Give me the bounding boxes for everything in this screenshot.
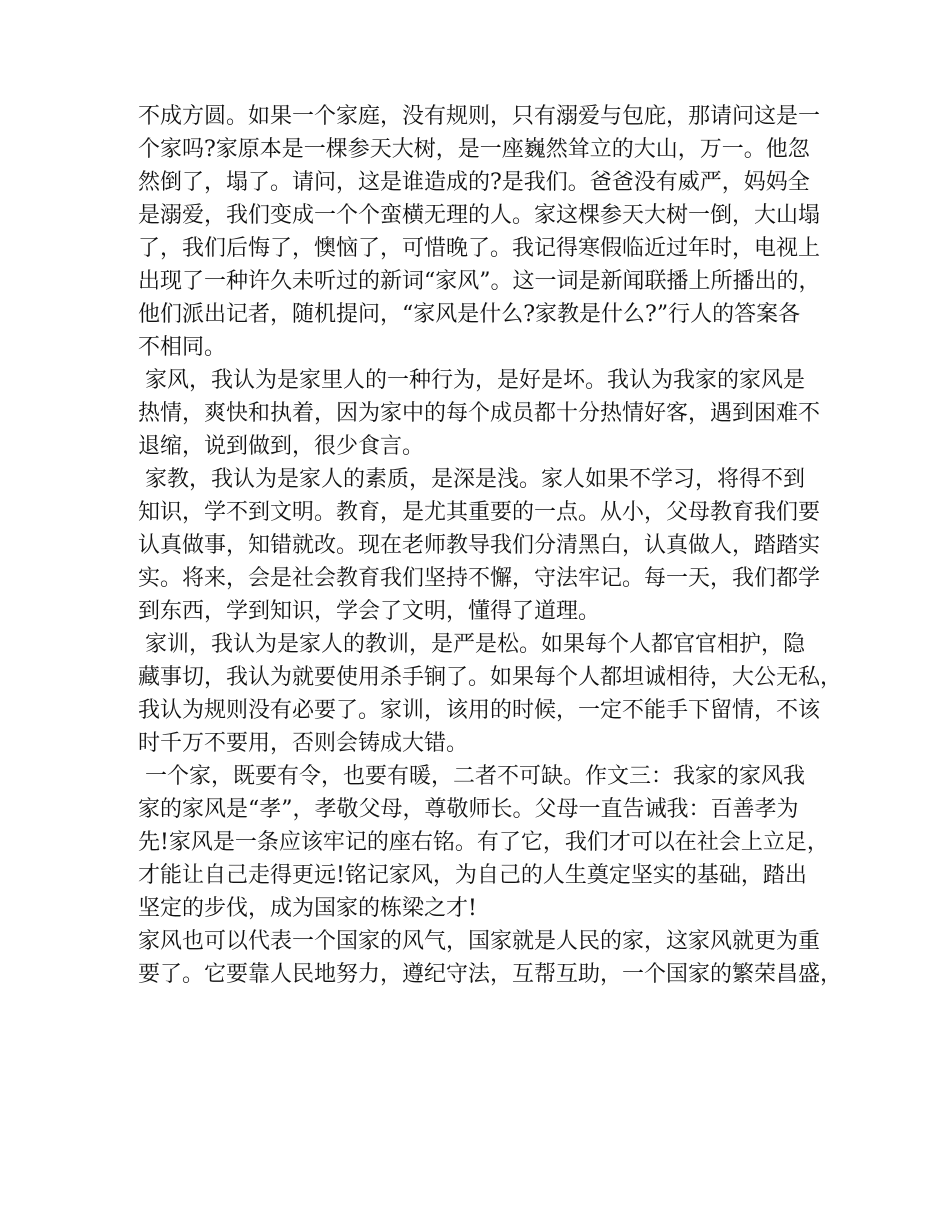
text-line: 认真做事，知错就改。现在老师教导我们分清黑白，认真做人，踏踏实 — [138, 533, 821, 558]
text-line: 实。将来，会是社会教育我们坚持不懈，守法牢记。每一天，我们都学 — [138, 566, 821, 591]
text-line: 要了。它要靠人民地努力，遵纪守法，互帮互助，一个国家的繁荣昌盛， — [138, 962, 843, 987]
text-line: 个家吗?家原本是一棵参天大树，是一座巍然耸立的大山，万一。他忽 — [138, 137, 810, 162]
text-line: 出现了一种许久未听过的新词“家风”。这一词是新闻联播上所播出的， — [138, 269, 821, 294]
text-line: 了，我们后悔了，懊恼了，可惜晚了。我记得寒假临近过年时，电视上 — [138, 236, 821, 261]
text-line: 坚定的步伐，成为国家的栋梁之才! — [138, 896, 477, 921]
text-line: 我认为规则没有必要了。家训，该用的时候，一定不能手下留情，不该 — [138, 698, 821, 723]
text-line: 家的家风是“孝”，孝敬父母，尊敬师长。父母一直告诫我：百善孝为 — [138, 797, 799, 822]
body-text — [138, 100, 843, 991]
text-line: 退缩，说到做到，很少食言。 — [138, 434, 425, 459]
text-line: 热情，爽快和执着，因为家中的每个成员都十分热情好客，遇到困难不 — [138, 401, 821, 426]
text-line: 知识，学不到文明。教育，是尤其重要的一点。从小，父母教育我们要 — [138, 500, 821, 525]
text-line: 先!家风是一条应该牢记的座右铭。有了它，我们才可以在社会上立足， — [138, 830, 829, 855]
text-line: 到东西，学到知识，学会了文明，懂得了道理。 — [138, 599, 601, 624]
text-line: 他们派出记者，随机提问，“家风是什么?家教是什么?”行人的答案各 — [138, 302, 801, 327]
text-line: 不相同。 — [138, 335, 227, 360]
text-line: 一个家，既要有令，也要有暖，二者不可缺。作文三：我家的家风我 — [138, 764, 805, 789]
text-line: 家风也可以代表一个国家的风气，国家就是人民的家，这家风就更为重 — [138, 929, 821, 954]
text-line: 是溺爱，我们变成一个个蛮横无理的人。家这棵参天大树一倒，大山塌 — [138, 203, 821, 228]
text-line: 藏事切，我认为就要使用杀手锏了。如果每个人都坦诚相待，大公无私， — [138, 665, 843, 690]
text-line: 才能让自己走得更远!铭记家风，为自己的人生奠定坚实的基础，踏出 — [138, 863, 807, 888]
text-line: 时千万不要用，否则会铸成大错。 — [138, 731, 469, 756]
text-line: 不成方圆。如果一个家庭，没有规则，只有溺爱与包庇，那请问这是一 — [138, 104, 821, 129]
text-line: 家教，我认为是家人的素质，是深是浅。家人如果不学习，将得不到 — [138, 467, 805, 492]
text-line: 然倒了，塌了。请问，这是谁造成的?是我们。爸爸没有威严，妈妈全 — [138, 170, 810, 195]
text-line: 家训，我认为是家人的教训，是严是松。如果每个人都官官相护，隐 — [138, 632, 805, 657]
text-line: 家风，我认为是家里人的一种行为，是好是坏。我认为我家的家风是 — [138, 368, 805, 393]
